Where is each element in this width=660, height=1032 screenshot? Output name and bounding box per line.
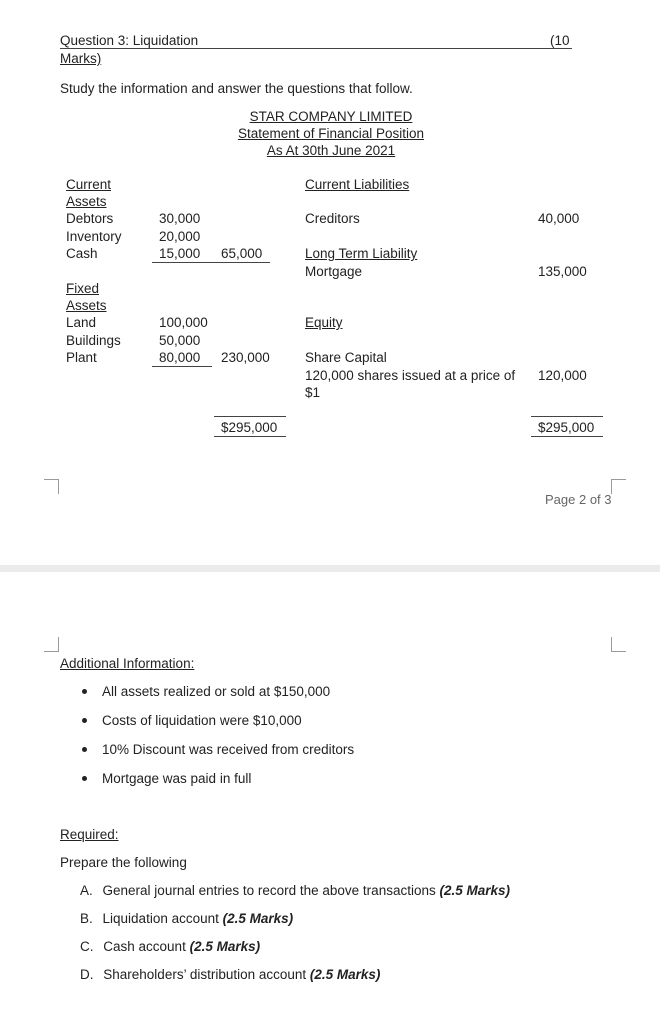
item-letter: B. <box>80 911 93 926</box>
fixed-assets-total: 230,000 <box>221 350 270 365</box>
item-marks: (2.5 Marks) <box>189 939 261 954</box>
crop-mark-bottom-left <box>44 479 59 494</box>
page-separator <box>0 565 660 572</box>
creditors-label: Creditors <box>305 211 360 226</box>
land-label: Land <box>66 315 97 330</box>
current-assets-subtotal-line <box>152 262 270 263</box>
assets-grand-total: $295,000 <box>221 420 278 435</box>
equity-heading: Equity <box>305 315 343 330</box>
item-marks: (2.5 Marks) <box>439 883 511 898</box>
required-intro: Prepare the following <box>60 855 187 870</box>
item-marks: (2.5 Marks) <box>309 967 381 982</box>
creditors-value: 40,000 <box>538 211 580 226</box>
current-assets-total: 65,000 <box>221 246 263 261</box>
statement-date: As At 30th June 2021 <box>266 143 396 158</box>
required-heading: Required: <box>60 827 119 842</box>
current-assets-heading-2: Assets <box>66 194 107 209</box>
additional-item-2: Costs of liquidation were $10,000 <box>102 713 302 728</box>
current-assets-heading-1: Current <box>66 177 112 192</box>
bullet-2 <box>82 718 87 723</box>
bullet-3 <box>82 747 87 752</box>
required-item-b <box>80 910 293 927</box>
item-letter: C. <box>80 939 94 954</box>
inventory-label: Inventory <box>66 229 122 244</box>
item-letter: A. <box>80 883 93 898</box>
item-text: General journal entries to record the above transactions <box>102 883 440 898</box>
shares-description-line-1: 120,000 shares issued at a price of <box>305 368 516 383</box>
crop-mark-top-right <box>611 637 626 652</box>
crop-mark-bottom-right <box>611 479 626 494</box>
title-underline <box>60 48 572 49</box>
share-capital-label: Share Capital <box>305 350 387 365</box>
fixed-assets-subtotal-line <box>152 366 212 367</box>
bullet-1 <box>82 689 87 694</box>
share-capital-value: 120,000 <box>538 368 587 383</box>
bullet-4 <box>82 776 87 781</box>
item-letter: D. <box>80 967 94 982</box>
assets-total-bottom-line <box>214 436 286 437</box>
land-value: 100,000 <box>159 315 208 330</box>
current-liabilities-heading: Current Liabilities <box>305 177 410 192</box>
plant-value: 80,000 <box>159 350 201 365</box>
cash-value: 15,000 <box>159 246 201 261</box>
item-text: Liquidation account <box>102 911 223 926</box>
page-number: Page 2 of 3 <box>545 492 612 507</box>
long-term-liability-heading: Long Term Liability <box>305 246 418 261</box>
instruction-text: Study the information and answer the questions that follow. <box>60 81 413 96</box>
liabilities-total-bottom-line <box>531 436 603 437</box>
additional-info-heading: Additional Information: <box>60 656 195 671</box>
inventory-value: 20,000 <box>159 229 201 244</box>
required-item-c <box>80 938 260 955</box>
debtors-value: 30,000 <box>159 211 201 226</box>
fixed-assets-heading-2: Assets <box>66 298 107 313</box>
buildings-label: Buildings <box>66 333 121 348</box>
mortgage-value: 135,000 <box>538 264 587 279</box>
crop-mark-top-left <box>44 637 59 652</box>
assets-total-top-line <box>214 416 286 417</box>
item-text: Cash account <box>103 939 190 954</box>
shares-description-line-2: $1 <box>305 385 321 400</box>
required-item-d <box>80 966 380 983</box>
company-name: STAR COMPANY LIMITED <box>249 109 413 124</box>
question-marks-open: (10 <box>550 33 570 48</box>
item-marks: (2.5 Marks) <box>222 911 294 926</box>
additional-item-1: All assets realized or sold at $150,000 <box>102 684 331 699</box>
fixed-assets-heading-1: Fixed <box>66 281 100 296</box>
additional-item-4: Mortgage was paid in full <box>102 771 252 786</box>
statement-name: Statement of Financial Position <box>237 126 425 141</box>
debtors-label: Debtors <box>66 211 114 226</box>
liabilities-total-top-line <box>531 416 603 417</box>
mortgage-label: Mortgage <box>305 264 363 279</box>
question-marks-close: Marks) <box>60 51 102 66</box>
additional-item-3: 10% Discount was received from creditors <box>102 742 355 757</box>
plant-label: Plant <box>66 350 97 365</box>
liabilities-grand-total: $295,000 <box>538 420 595 435</box>
item-text: Shareholders’ distribution account <box>103 967 310 982</box>
question-title: Question 3: Liquidation <box>60 33 199 48</box>
buildings-value: 50,000 <box>159 333 201 348</box>
required-item-a <box>80 882 510 899</box>
cash-label: Cash <box>66 246 98 261</box>
